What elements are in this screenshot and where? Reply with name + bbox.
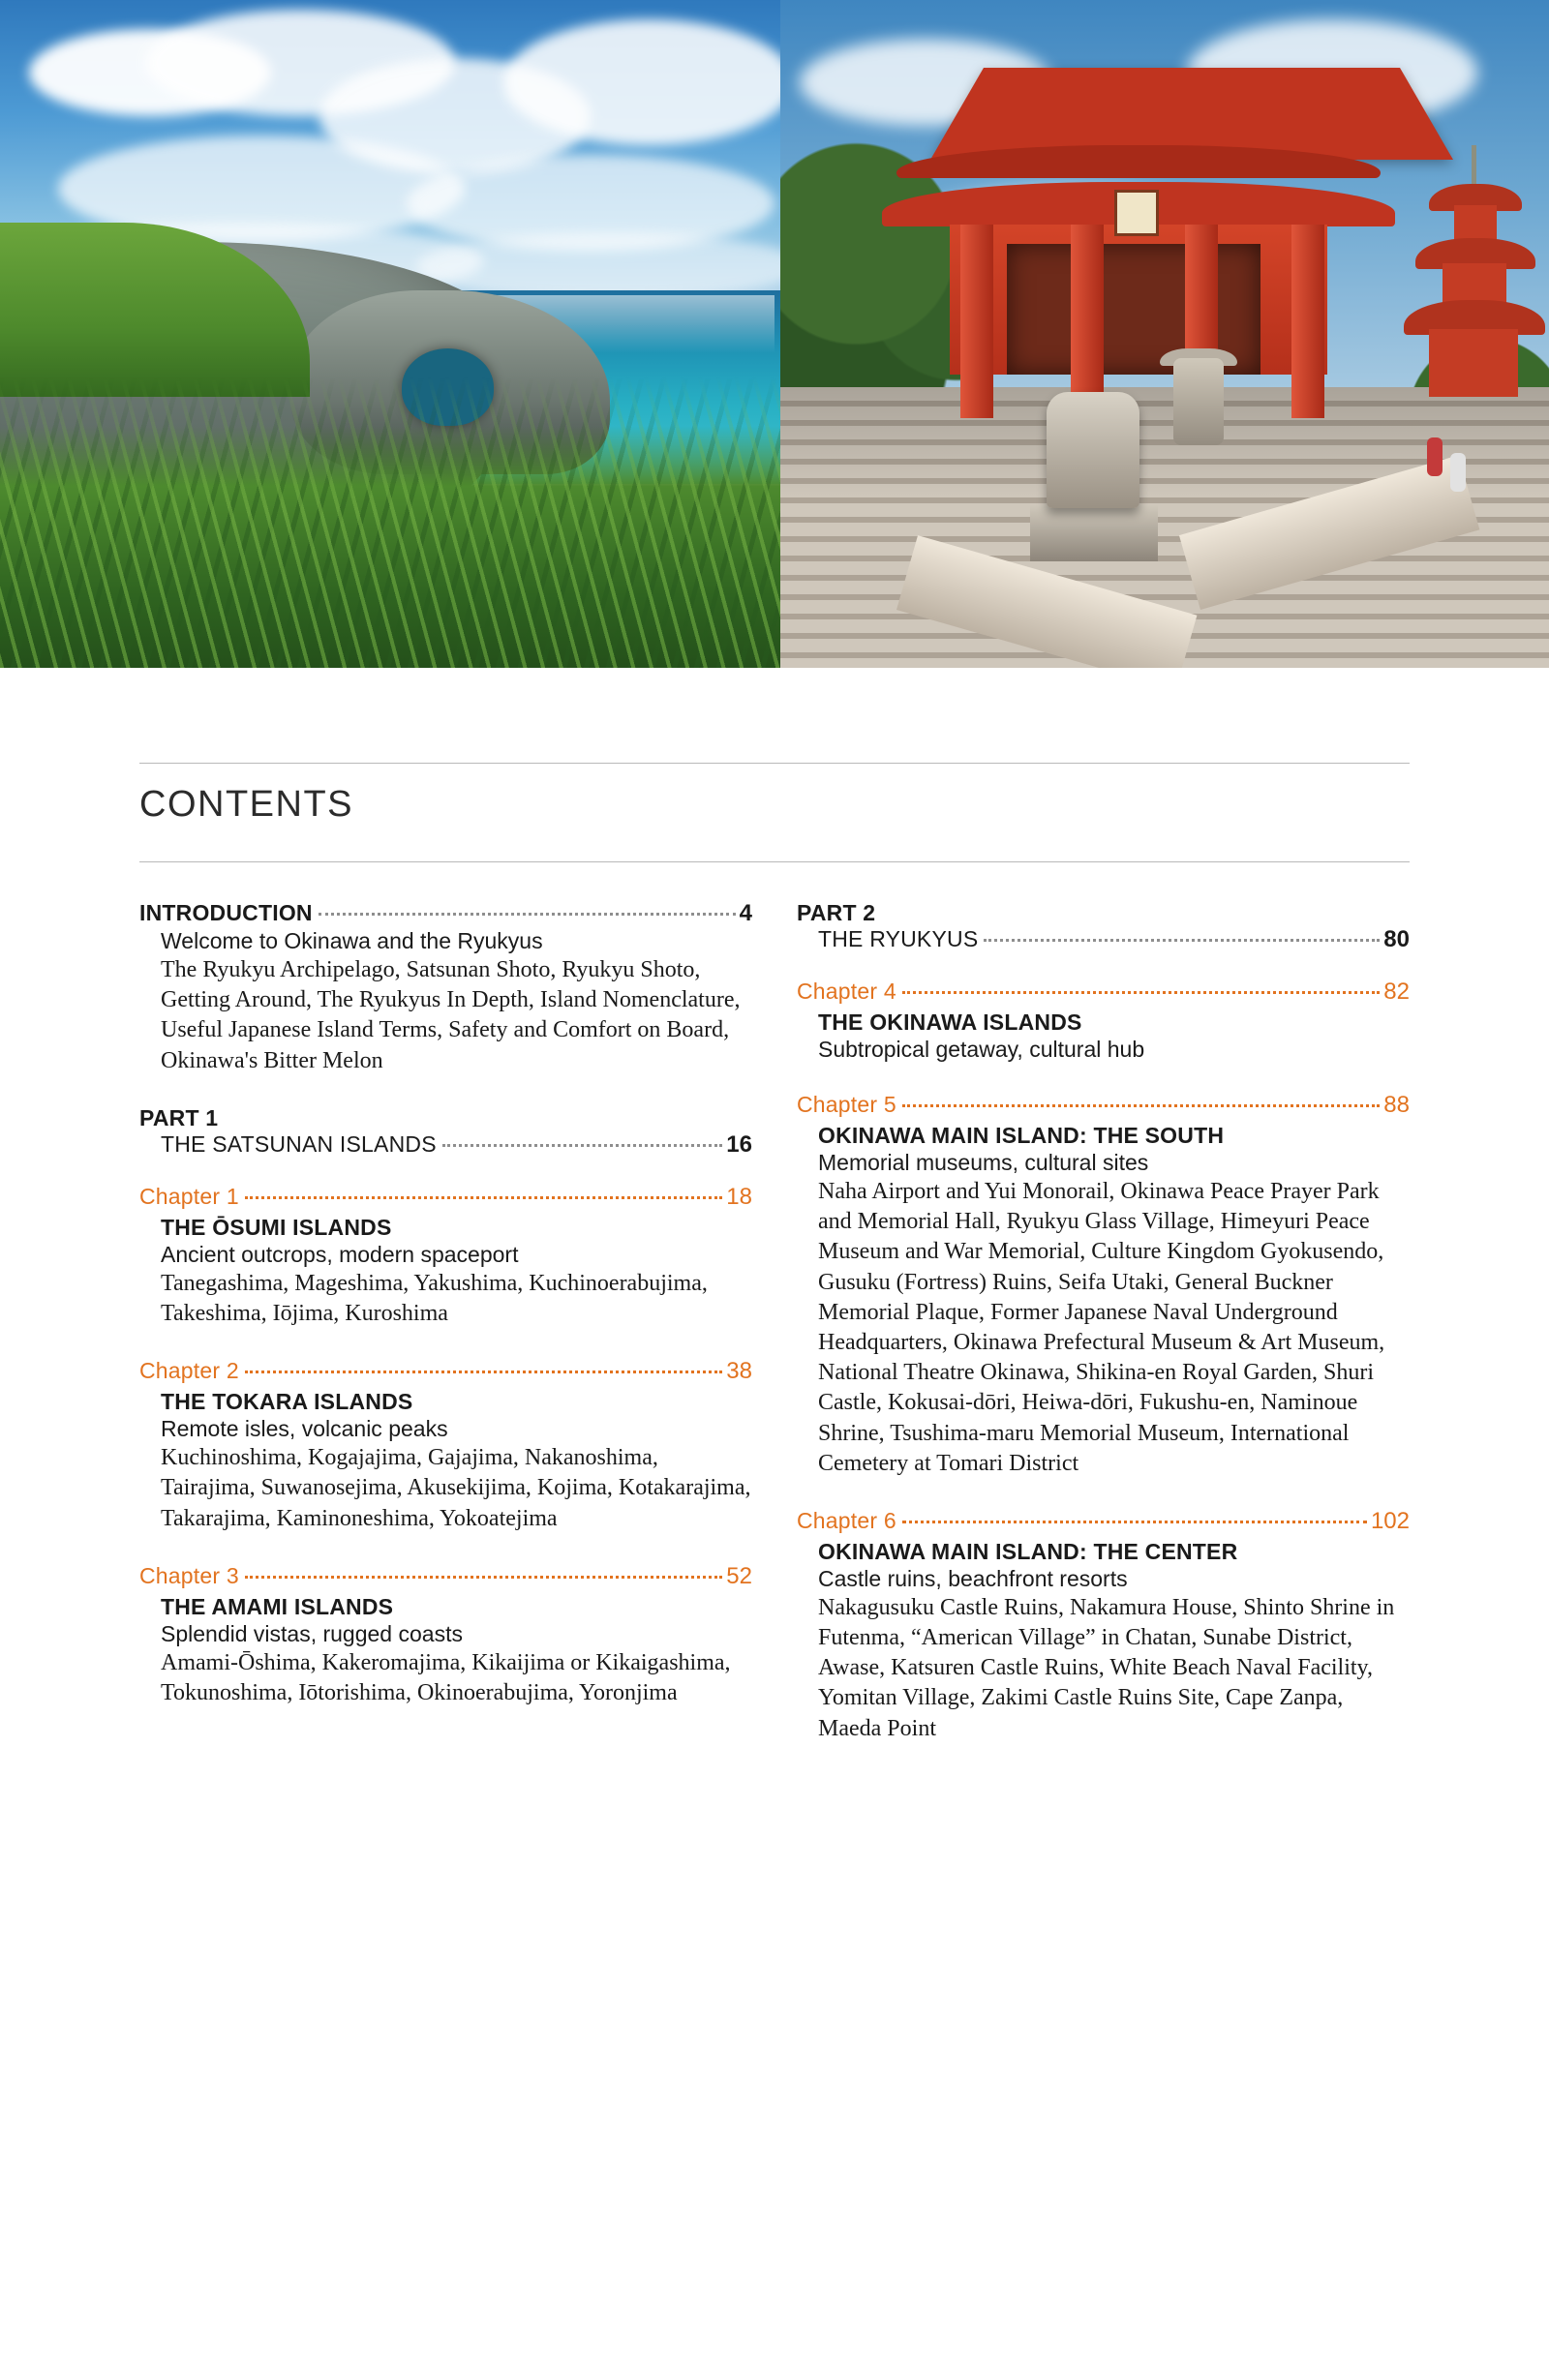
lion-statue-pedestal bbox=[1030, 505, 1158, 561]
toc-part-label: PART 2 bbox=[797, 900, 876, 925]
toc-tagline: Subtropical getaway, cultural hub bbox=[818, 1037, 1145, 1062]
toc-tagline: Castle ruins, beachfront resorts bbox=[818, 1565, 1128, 1591]
leader-dots bbox=[245, 1371, 722, 1373]
toc-entry-chapter-6[interactable] bbox=[797, 1508, 1410, 1744]
toc-page-number: 102 bbox=[1370, 1507, 1410, 1534]
toc-subhead: THE OKINAWA ISLANDS bbox=[818, 1009, 1082, 1035]
contents-page bbox=[0, 668, 1549, 2380]
toc-entry-part-2[interactable] bbox=[797, 900, 1410, 953]
leader-dots bbox=[902, 1521, 1367, 1523]
toc-label: INTRODUCTION bbox=[139, 900, 313, 925]
toc-detail: Amami-Ōshima, Kakeromajima, Kikaijima or Kikaigashima, Tokunoshima, Iōtorishima, Okinoerabujima, Yoronjima bbox=[161, 1649, 731, 1705]
toc-line[interactable] bbox=[161, 1131, 752, 1159]
toc-subhead: THE TOKARA ISLANDS bbox=[161, 1389, 413, 1415]
divider-top bbox=[139, 763, 1410, 764]
toc-label: Chapter 6 bbox=[797, 1507, 896, 1533]
toc-label: THE RYUKYUS bbox=[818, 926, 979, 951]
gate-name-plaque bbox=[1114, 190, 1159, 236]
leader-dots bbox=[245, 1576, 722, 1579]
leader-dots bbox=[442, 1144, 723, 1147]
toc-line[interactable] bbox=[797, 1508, 1410, 1535]
toc-tagline: Ancient outcrops, modern spaceport bbox=[161, 1241, 519, 1267]
gate-pillar bbox=[960, 225, 993, 418]
contents-column-left bbox=[139, 900, 752, 1773]
toc-subhead: OKINAWA MAIN ISLAND: THE SOUTH bbox=[818, 1123, 1225, 1148]
gate-pillar bbox=[1291, 225, 1324, 418]
pagoda bbox=[1400, 145, 1545, 436]
toc-line[interactable] bbox=[139, 1563, 752, 1590]
toc-entry-part-1[interactable] bbox=[139, 1105, 752, 1159]
cloud bbox=[503, 19, 780, 145]
contents-column-right bbox=[797, 900, 1410, 1773]
toc-subhead: THE ŌSUMI ISLANDS bbox=[161, 1214, 392, 1240]
page-title: CONTENTS bbox=[139, 784, 353, 825]
leader-dots bbox=[902, 991, 1380, 994]
toc-label: Chapter 5 bbox=[797, 1092, 896, 1117]
photo-temple-gate bbox=[780, 0, 1549, 668]
toc-page-number: 88 bbox=[1383, 1092, 1410, 1118]
toc-page-number: 16 bbox=[726, 1130, 752, 1158]
visitor-figure bbox=[1450, 453, 1466, 492]
pagoda-tier bbox=[1443, 263, 1506, 304]
pagoda-spire bbox=[1472, 145, 1476, 188]
toc-entry-chapter-1[interactable] bbox=[139, 1184, 752, 1329]
toc-tagline: Splendid vistas, rugged coasts bbox=[161, 1620, 463, 1646]
toc-tagline: Welcome to Okinawa and the Ryukyus bbox=[161, 928, 543, 953]
pagoda-tier bbox=[1429, 329, 1518, 397]
photo-coastal-cliff bbox=[0, 0, 780, 668]
toc-tagline: Remote isles, volcanic peaks bbox=[161, 1416, 448, 1442]
toc-page-number: 38 bbox=[726, 1358, 752, 1385]
grass-blades bbox=[0, 377, 780, 668]
toc-label: Chapter 3 bbox=[139, 1562, 239, 1588]
toc-line[interactable] bbox=[139, 900, 752, 927]
toc-page-number: 52 bbox=[726, 1562, 752, 1589]
gate-pillar bbox=[1071, 225, 1104, 418]
stone-lantern bbox=[1173, 358, 1224, 445]
toc-entry-chapter-2[interactable] bbox=[139, 1358, 752, 1534]
toc-entry-chapter-3[interactable] bbox=[139, 1563, 752, 1708]
toc-label: THE SATSUNAN ISLANDS bbox=[161, 1130, 437, 1157]
toc-line[interactable] bbox=[797, 979, 1410, 1006]
toc-detail: The Ryukyu Archipelago, Satsunan Shoto, Ryukyu Shoto, Getting Around, The Ryukyus In Depth, Island Nomenclature, Useful Japanese Island Terms, Safety and Comfort on Board, Okinawa's Bitter Melon bbox=[161, 957, 741, 1073]
toc-entry-introduction[interactable] bbox=[139, 900, 752, 1076]
toc-part-label-line bbox=[797, 900, 1410, 926]
toc-detail: Nakagusuku Castle Ruins, Nakamura House, Shinto Shrine in Futenma, “American Village” in Chatan, Sunabe District, Awase, Katsuren Castle Ruins, White Beach Naval Facility, Yomitan Village, Zakimi Castle Ruins Site, Cape Zanpa, Maeda Point bbox=[818, 1594, 1395, 1741]
toc-page-number: 82 bbox=[1383, 979, 1410, 1005]
toc-line[interactable] bbox=[139, 1184, 752, 1211]
toc-detail: Tanegashima, Mageshima, Yakushima, Kuchinoerabujima, Takeshima, Iōjima, Kuroshima bbox=[161, 1270, 708, 1326]
leader-dots bbox=[902, 1104, 1380, 1107]
toc-label: Chapter 4 bbox=[797, 979, 896, 1004]
toc-part-label-line bbox=[139, 1105, 752, 1131]
toc-subhead: OKINAWA MAIN ISLAND: THE CENTER bbox=[818, 1538, 1238, 1564]
header-image-band bbox=[0, 0, 1549, 668]
toc-page-number: 80 bbox=[1383, 926, 1410, 952]
toc-page-number: 4 bbox=[739, 900, 752, 926]
divider-bottom bbox=[139, 861, 1410, 862]
visitor-figure bbox=[1427, 437, 1443, 476]
leader-dots bbox=[984, 939, 1380, 942]
toc-part-label: PART 1 bbox=[139, 1104, 219, 1130]
toc-detail: Kuchinoshima, Kogajajima, Gajajima, Nakanoshima, Tairajima, Suwanosejima, Akusekijima, Kojima, Kotakarajima, Takarajima, Kaminoneshima, Yokoatejima bbox=[161, 1445, 751, 1531]
leader-dots bbox=[245, 1196, 722, 1199]
toc-entry-chapter-5[interactable] bbox=[797, 1092, 1410, 1479]
toc-entry-chapter-4[interactable] bbox=[797, 979, 1410, 1063]
toc-page-number: 18 bbox=[726, 1183, 752, 1210]
toc-subhead: THE AMAMI ISLANDS bbox=[161, 1593, 394, 1619]
leader-dots bbox=[319, 913, 736, 916]
toc-line[interactable] bbox=[818, 926, 1410, 953]
toc-line[interactable] bbox=[797, 1092, 1410, 1119]
toc-detail: Naha Airport and Yui Monorail, Okinawa Peace Prayer Park and Memorial Hall, Ryukyu Glass Village, Himeyuri Peace Museum and War Memorial, Culture Kingdom Gyokusendo, Gusuku (Fortress) Ruins, Seifa Utaki, General Buckner Memorial Plaque, Former Japanese Naval Underground Headquarters, Okinawa Prefectural Museum & Art Museum, National Theatre Okinawa, Shikina-en Royal Garden, Shuri Castle, Kokusai-dōri, Heiwa-dōri, Fukushu-en, Naminoue Shrine, Tsushima-maru Memorial Museum, International Cemetery at Tomari District bbox=[818, 1179, 1385, 1476]
pagoda-tier bbox=[1454, 205, 1497, 242]
lion-dog-statue bbox=[1047, 392, 1139, 508]
toc-label: Chapter 2 bbox=[139, 1358, 239, 1384]
toc-tagline: Memorial museums, cultural sites bbox=[818, 1150, 1149, 1175]
contents-columns bbox=[139, 900, 1410, 1773]
toc-line[interactable] bbox=[139, 1358, 752, 1385]
toc-label: Chapter 1 bbox=[139, 1183, 239, 1209]
